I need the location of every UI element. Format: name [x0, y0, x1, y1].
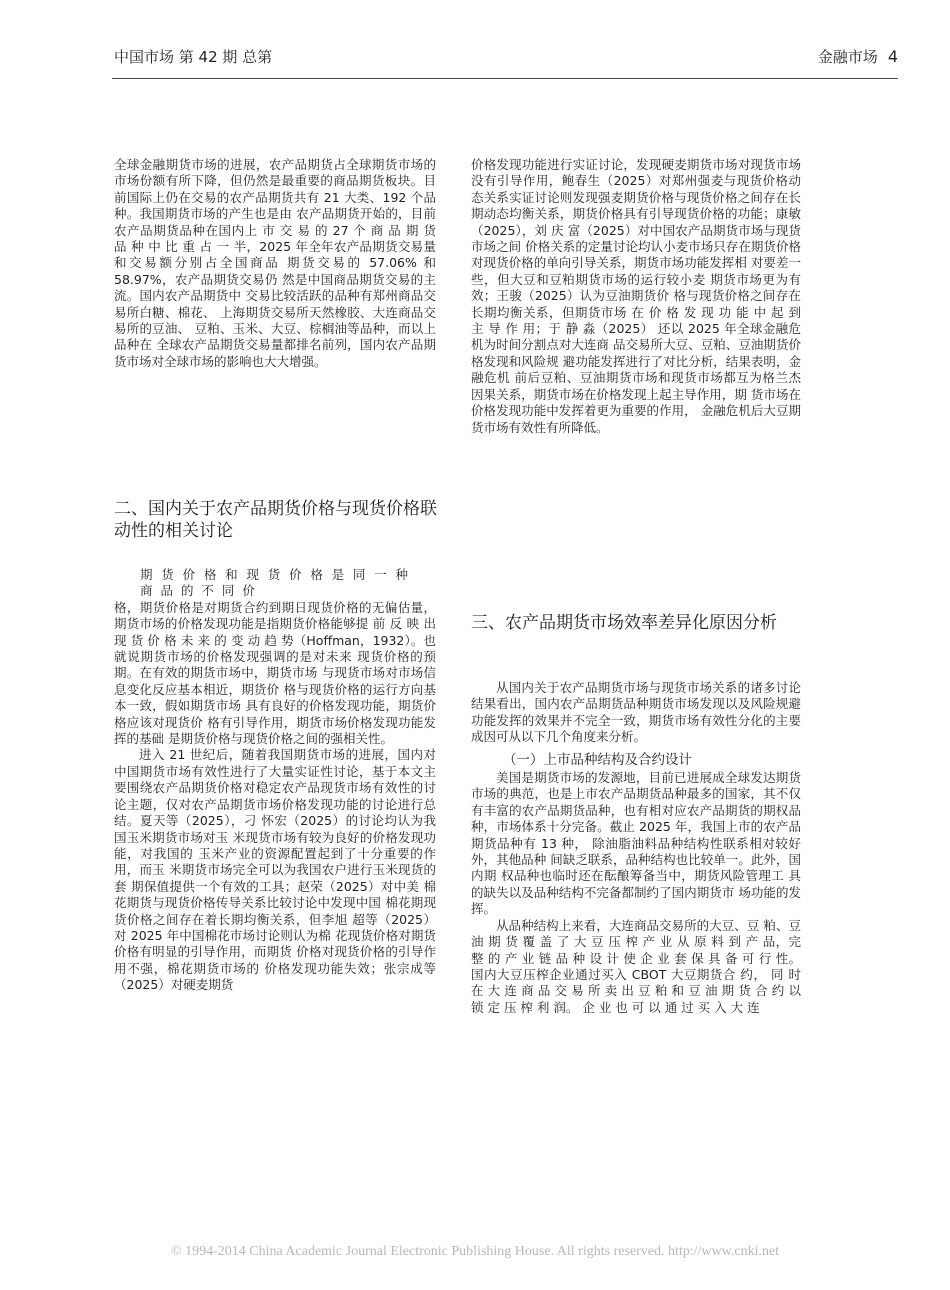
section-2-body: [114, 567, 436, 994]
paragraph: 全球金融期货市场的进展，农产品期货占全球期货市场的市场份额有所下降，但仍然是最重要的商品期货板块。目前国际上仍在交易的农产品期货共有 21 大类、192 个品种。我国期货市场的产生也是由 农产品期货开始的，目前农产品期货品种在国内上 市 交 易 的 27 个 商 品 期 货 品 种 中 比 重 占 一 半，2025 年全年农产品期货交易量和交易额分别占全国商品 期货交易的 57.06% 和 58.97%，农产品期货交易仍 然是中国商品期货交易的主流。国内农产品期货中 交易比较活跃的品种有郑州商品交易所白糖、棉花、 上海期货交易所天然橡胶、大连商品交易所的豆油、 豆粕、玉米、大豆、棕榈油等品种，而以上品种在 全球农产品期货交易量都排名前列，国内农产品期 货市场对全球市场的影响也大大增强。: [114, 157, 436, 369]
page-header: [112, 38, 898, 79]
paragraph: 从国内关于农产品期货市场与现货市场关系的诸多讨论结果看出，国内农产品期货品种期货市场发现以及风险规避功能发挥的效果并不完全一致，期货市场有效性分化的主要成因可从以下几个角度来分析。: [471, 680, 801, 745]
paragraph: 格，期货价格是对期货合约到期日现货价格的无偏估量，期货市场的价格发现功能是指期货价格能够提 前 反 映 出 现 货 价 格 未 来 的 变 动 趋 势（Hoffman，1932）。也就说期货市场的价格发现强调的是对未来 现货价格的预期。在有效的期货市场中，期货市场 与现货市场对市场信息变化反应基本相近，期货价 格与现货价格的运行方向基本一致，假如期货市场 具有良好的价格发现功能，期货价格应该对现货价 格有引导作用，期货市场价格发现功能发挥的基础 是期货价格与现货价格之间的强相关性。: [114, 599, 436, 747]
section-name: 金融市场: [817, 48, 878, 66]
copyright-footer: © 1994-2014 China Academic Journal Electronic Publishing House. All rights reserved. http://www.cnki.net: [170, 1244, 780, 1259]
page-number: 4: [887, 47, 898, 66]
journal-title: 中国市场 第 42 期 总第: [114, 48, 273, 66]
subheading: （一）上市品种结构及合约设计: [503, 751, 692, 768]
paragraph: 进入 21 世纪后，随着我国期货市场的进展，国内对中国期货市场有效性进行了大量实证性讨论，基于本文主要围绕农产品期货价格对稳定农产品现货市场有效性的讨论主题，仅对农产品期货市场价格发现功能的讨论进行总结。夏天等（2025），刁 怀宏（2025）的讨论均认为我国玉米期货市场对玉 米现货市场有较为良好的价格发现功能，对我国的 玉米产业的资源配置起到了十分重要的作用，而玉 米期货市场完全可以为我国农户进行玉米现货的套 期保值提供一个有效的工具；赵荣（2025）对中美 棉花期货与现货价格传导关系比较讨论中发现中国 棉花期现货价格之间存在着长期均衡关系，但李旭 超等（2025）对 2025 年中国棉花市场讨论则认为棉 花现货价格对期货价格有明显的引导作用，而期货 价格对现货价格的引导作用不强，棉花期货市场的 价格发现功能失效；张宗成等（2025）对硬麦期货: [114, 747, 436, 993]
paragraph: 美国是期货市场的发源地，目前已进展成全球发达期货市场的典范，也是上市农产品期货品种最多的国家，其不仅有丰富的农产品期货品种，也有相对应农产品期货的期权品种，市场体系十分完备。截止 2025 年，我国上市的农产品期货品种有 13 种， 除油脂油料品种结构性联系相对较好外，其他品种 间缺乏联系，品种结构也比较单一。此外，国内期 权品种也临时还在酝酿筹备当中，期货风险管理工 具的缺失以及品种结构不完备都制约了国内期货市 场功能的发挥。: [471, 770, 801, 917]
paragraph: 从品种结构上来看，大连商品交易所的大豆、豆 粕、豆 油 期 货 覆 盖 了 大 豆 压 榨 产 业 从 原 料 到 产 品，完 整 的 产 业 链 品 种 设 计 使 企 业 套 保 具 备 可 行 性。国内大豆压榨企业通过买入 CBOT 大豆期货合 约， 同 时 在 大 连 商 品 交 易 所 卖 出 豆 粕 和 豆 油 期 货 合 约 以 锁 定 压 榨 利 润。 企 业 也 可 以 通 过 买 入 大 连: [471, 917, 801, 1015]
left-column-intro: [114, 157, 436, 370]
paragraph: 价格发现功能进行实证讨论，发现硬麦期货市场对现货市场没有引导作用，鲍春生（2025）对郑州强麦与现货价格动态关系实证讨论则发现强麦期货价格与现货价格之间存在长期动态均衡关系，期货价格具有引导现货价格的功能；康敏（2025），刘 庆 富（2025）对中国农产品期货市场与现货市场之间 价格关系的定量讨论均认小麦市场只存在期货价格 对现货价格的单向引导关系，期货市场功能发挥相 对要差一些，但大豆和豆粕期货市场的运行较小麦 期货市场更为有效；王骏（2025）认为豆油期货价 格与现货价格之间存在长期均衡关系，但期货市场 在 价 格 发 现 功 能 中 起 到 主 导 作 用；于 静 淼（2025） 还以 2025 年全球金融危机为时间分割点对大连商 品交易所大豆、豆粕、豆油期货价格发现和风险规 避功能发挥进行了对比分析，结果表明，金融危机 前后豆粕、豆油期货市场和现货市场都互为格兰杰 因果关系，期货市场在价格发现上起主导作用，期 货市场在价格发现功能中发挥着更为重要的作用， 金融危机后大豆期货市场有效性有所降低。: [471, 157, 801, 435]
section-3-body: [471, 680, 801, 1016]
section-label: [818, 46, 898, 67]
lead-line: 期 货 价 格 和 现 货 价 格 是 同 一 种 商 品 的 不 同 价: [140, 567, 410, 599]
right-column-continuation: [471, 157, 801, 436]
section-heading-3: 三、农产品期货市场效率差异化原因分析: [471, 613, 777, 633]
section-heading-2: 二、国内关于农产品期货价格与现货价格联动性的相关讨论: [114, 499, 437, 541]
